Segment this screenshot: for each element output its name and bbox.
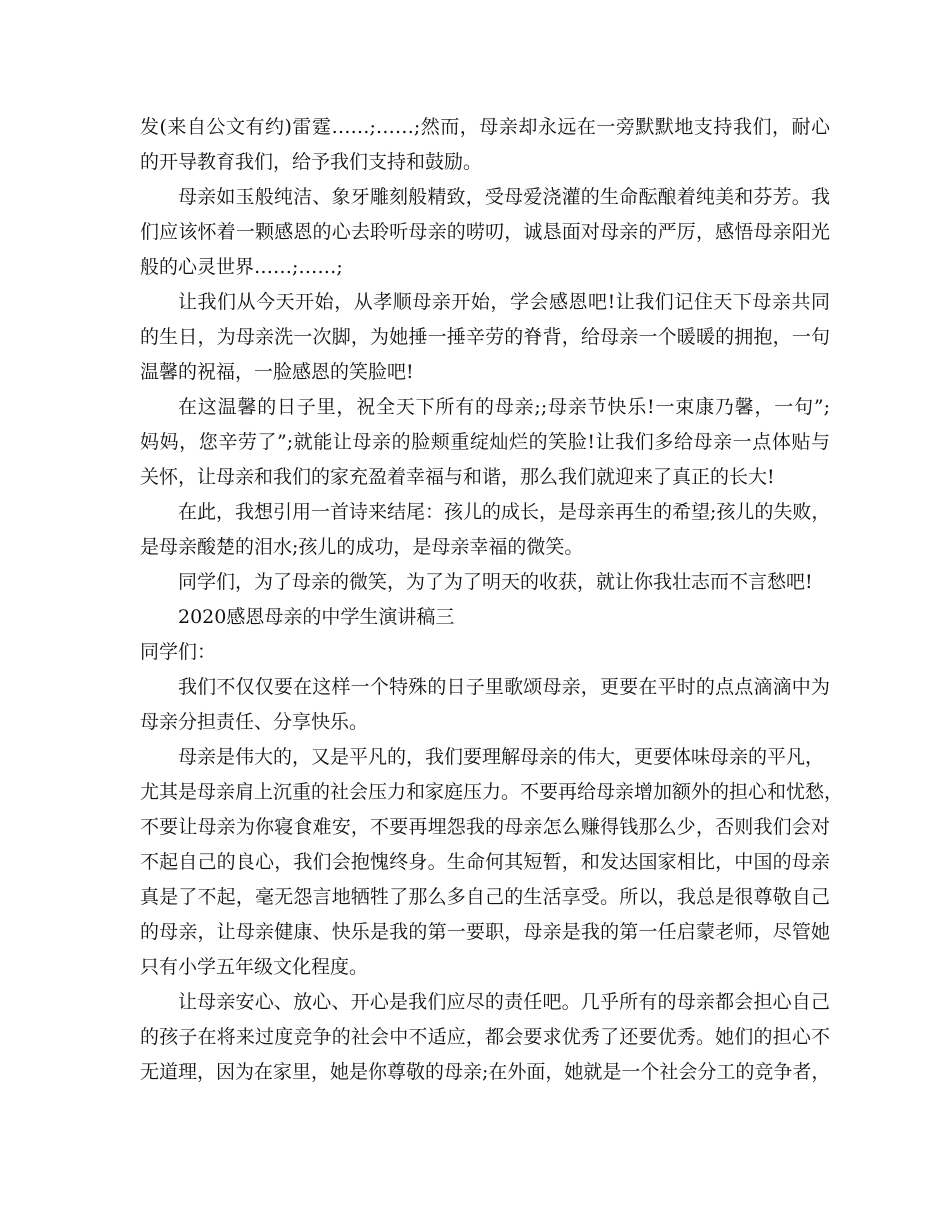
paragraph-first-line: 让母亲安心、放心、开心是我们应尽的责任吧。几乎所有的母亲都会担心自己: [178, 991, 830, 1013]
text-line: 的母亲，让母亲健康、快乐是我的第一要职，母亲是我的第一任启蒙老师，尽管她: [140, 921, 830, 943]
section-heading: 2020感恩母亲的中学生演讲稿三: [178, 606, 455, 628]
text-line: 不要让母亲为你寝食难安，不要再埋怨我的母亲怎么赚得钱那么少，否则我们会对: [140, 816, 830, 838]
text-line: 们应该怀着一颗感恩的心去聆听母亲的唠叨，诚恳面对母亲的严厉，感悟母亲阳光: [140, 221, 830, 243]
text-line: 妈妈，您辛劳了”;就能让母亲的脸颊重绽灿烂的笑脸!让我们多给母亲一点体贴与: [140, 431, 830, 453]
paragraph-first-line: 在此，我想引用一首诗来结尾：孩儿的成长，是母亲再生的希望;孩儿的失败，: [178, 501, 831, 523]
text-line: 尤其是母亲肩上沉重的社会压力和家庭压力。不要再给母亲增加额外的担心和忧愁，: [140, 781, 844, 803]
paragraph-first-line: 母亲如玉般纯洁、象牙雕刻般精致，受母爱浇灌的生命酝酿着纯美和芬芳。我: [178, 186, 830, 208]
text-line: 是母亲酸楚的泪水;孩儿的成功，是母亲幸福的微笑。: [140, 536, 584, 558]
text-line: 真是了不起，毫无怨言地牺牲了那么多自己的生活享受。所以，我总是很尊敬自己: [140, 886, 830, 908]
text-line: 无道理，因为在家里，她是你尊敬的母亲;在外面，她就是一个社会分工的竞争者，: [140, 1061, 831, 1083]
paragraph-first-line: 我们不仅仅要在这样一个特殊的日子里歌颂母亲，更要在平时的点点滴滴中为: [178, 676, 830, 698]
text-line: 般的心灵世界……;……;: [140, 256, 343, 278]
text-line: 只有小学五年级文化程度。: [140, 956, 369, 978]
paragraph-first-line: 同学们，为了母亲的微笑，为了为了明天的收获，就让你我壮志而不言愁吧!: [178, 571, 813, 593]
paragraph-first-line: 在这温馨的日子里，祝全天下所有的母亲;;母亲节快乐!一束康乃馨，一句”;: [178, 396, 830, 418]
text-line: 的开导教育我们，给予我们支持和鼓励。: [140, 151, 483, 173]
paragraph-first-line: 让我们从今天开始，从孝顺母亲开始，学会感恩吧!让我们记住天下母亲共同: [178, 291, 830, 313]
text-line: 的孩子在将来过度竞争的社会中不适应，都会要求优秀了还要优秀。她们的担心不: [140, 1026, 830, 1048]
paragraph-first-line: 母亲是伟大的，又是平凡的，我们要理解母亲的伟大，更要体味母亲的平凡，: [178, 746, 825, 768]
salutation: 同学们：: [140, 641, 217, 663]
text-line: 关怀，让母亲和我们的家充盈着幸福与和谐，那么我们就迎来了真正的长大!: [140, 466, 775, 488]
text-line: 母亲分担责任、分享快乐。: [140, 711, 369, 733]
text-line: 发(来自公文有约)雷霆……;……;然而，母亲却永远在一旁默默地支持我们，耐心: [140, 116, 830, 138]
document-body: [140, 110, 844, 1090]
text-line: 不起自己的良心，我们会抱愧终身。生命何其短暂，和发达国家相比，中国的母亲: [140, 851, 830, 873]
text-line: 温馨的祝福，一脸感恩的笑脸吧!: [140, 361, 414, 383]
text-line: 的生日，为母亲洗一次脚，为她捶一捶辛劳的脊背，给母亲一个暖暖的拥抱，一句: [140, 326, 830, 348]
